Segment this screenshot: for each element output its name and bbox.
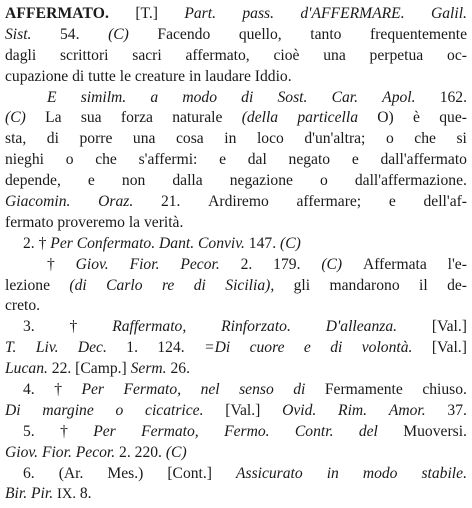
text-segment: dalla	[172, 172, 203, 190]
text-line	[5, 4, 467, 25]
text-segment: naturale	[172, 109, 223, 127]
text-segment: dagli	[5, 46, 37, 64]
text-segment: sacri	[132, 46, 162, 64]
text-segment: del	[358, 422, 378, 440]
text-line	[5, 380, 467, 401]
text-segment: perpetua	[369, 46, 424, 64]
text-segment: tanto	[310, 25, 342, 43]
text-segment: Affermata	[362, 255, 427, 273]
text-line	[5, 129, 467, 150]
text-line	[5, 213, 467, 234]
text-line	[5, 359, 467, 380]
text-segment: porre	[79, 130, 113, 148]
text-segment: modo	[362, 464, 398, 482]
text-segment: 1.	[126, 339, 138, 357]
text-segment: particella	[297, 109, 358, 127]
text-segment: Di	[5, 401, 21, 419]
text-line	[5, 484, 467, 505]
text-segment: pass.	[242, 5, 274, 22]
text-segment: Sist.	[5, 25, 32, 43]
text-segment: Serm.	[130, 360, 167, 378]
text-segment: che	[414, 130, 436, 148]
text-segment: IX.	[57, 486, 76, 503]
text-segment: [Cont.]	[167, 464, 212, 482]
text-segment: Ovid.	[282, 401, 317, 419]
text-segment: Fermamente	[324, 381, 403, 399]
text-segment: o	[65, 151, 74, 169]
text-segment: negazione	[229, 172, 293, 190]
text-segment: cuore	[249, 339, 285, 357]
text-segment: a	[150, 88, 159, 106]
text-line	[5, 338, 467, 359]
text-line	[5, 46, 467, 67]
text-line	[5, 171, 467, 192]
text-segment: AFFERMATO.	[5, 5, 109, 22]
text-segment: o	[385, 130, 394, 148]
text-segment: dall'affermazione.	[354, 172, 467, 190]
text-segment: creto.	[5, 297, 41, 315]
text-segment: Car.	[331, 88, 358, 106]
text-line	[5, 464, 467, 485]
text-segment: Facendo	[157, 25, 211, 43]
text-segment: o	[115, 401, 124, 419]
text-segment: 22. [Camp.]	[47, 360, 131, 378]
text-segment: 37.	[447, 401, 467, 419]
text-segment: Galil.	[430, 5, 467, 22]
text-segment: Muoversi.	[403, 422, 467, 440]
text-segment: in	[326, 464, 339, 482]
text-segment: Per	[93, 422, 116, 440]
text-segment: Pir.	[31, 485, 54, 503]
text-segment: cicatrice.	[145, 401, 204, 419]
text-segment: re	[161, 276, 175, 294]
text-segment: Amor.	[388, 401, 426, 419]
text-line	[5, 443, 467, 464]
text-segment: lezione	[5, 276, 51, 294]
text-segment: sta,	[5, 130, 27, 148]
text-segment: quello,	[238, 25, 282, 43]
text-segment: e	[303, 339, 311, 357]
text-segment: [Val.]	[431, 318, 467, 336]
text-segment: sua	[80, 109, 102, 127]
text-segment: forza	[120, 109, 153, 127]
text-segment: fermato proveremo la verità.	[5, 213, 184, 231]
text-segment: Rinforzato.	[221, 318, 291, 336]
text-segment: Fior.	[129, 255, 160, 273]
text-segment: cioè	[273, 46, 300, 64]
text-segment: dal	[247, 151, 267, 169]
text-segment: Bir.	[5, 485, 28, 503]
text-segment: 5.	[23, 422, 35, 440]
text-segment: (C)	[5, 109, 26, 127]
text-segment: T.	[5, 339, 17, 357]
text-segment: 124.	[157, 339, 185, 357]
text-segment: loco	[256, 130, 284, 148]
text-segment: di	[293, 381, 306, 399]
text-segment: Giov.	[75, 255, 109, 273]
text-segment: volontà.	[361, 339, 413, 357]
text-segment: 6.	[23, 464, 35, 482]
text-segment: Assicurato	[235, 464, 303, 482]
text-segment: 4.	[23, 381, 35, 399]
text-segment: Part.	[184, 5, 216, 22]
text-segment: E	[47, 88, 57, 106]
text-segment: gli	[293, 276, 311, 294]
text-segment: Fermo.	[224, 422, 270, 440]
text-line	[5, 317, 467, 338]
text-line	[5, 422, 467, 443]
text-segment: chiuso.	[422, 381, 467, 399]
text-segment: stabile.	[421, 464, 467, 482]
text-segment: di	[46, 130, 59, 148]
text-segment: (C)	[108, 25, 129, 43]
text-segment: il	[419, 276, 428, 294]
text-segment: e	[219, 151, 227, 169]
text-segment: Sicilia),	[225, 276, 275, 294]
text-segment: 21.	[160, 193, 181, 211]
text-segment: margine	[42, 401, 94, 419]
text-segment: (di	[69, 276, 87, 294]
text-segment: Apol.	[382, 88, 416, 106]
text-segment: †	[60, 422, 68, 440]
text-segment: Contr.	[294, 422, 334, 440]
text-segment: de-	[447, 276, 467, 294]
text-segment: Mes.)	[107, 464, 144, 482]
text-segment: in	[224, 130, 237, 148]
text-segment: 2.	[240, 255, 253, 273]
text-line	[5, 296, 467, 317]
text-segment: senso	[239, 381, 274, 399]
text-segment: dell'af-	[423, 193, 467, 211]
text-segment: mandarono	[329, 276, 400, 294]
text-segment: s'affermi:	[138, 151, 198, 169]
text-segment: depende,	[5, 172, 61, 190]
text-segment: Per	[81, 381, 104, 399]
text-segment: Carlo	[106, 276, 143, 294]
text-segment: 54.	[60, 25, 80, 43]
text-segment: 26.	[166, 360, 190, 378]
text-segment: 3.	[23, 318, 35, 336]
text-segment: Oraz.	[98, 193, 134, 211]
text-segment: La	[45, 109, 62, 127]
text-segment: †	[54, 381, 62, 399]
text-segment: di	[330, 339, 343, 357]
text-segment: cupazione di tutte le creature in laudare Iddio.	[5, 67, 292, 85]
text-segment: (Ar.	[58, 464, 84, 482]
text-segment: Fermato,	[123, 381, 182, 399]
text-segment: que-	[439, 109, 467, 127]
text-segment: 162.	[439, 88, 467, 106]
text-segment: Rim.	[338, 401, 368, 419]
text-segment: affermare;	[296, 193, 362, 211]
text-segment: Pecor.	[180, 255, 220, 273]
text-segment: 2. 220.	[115, 443, 166, 461]
text-segment: [Val.]	[431, 339, 467, 357]
text-segment: oc-	[447, 46, 467, 64]
text-segment: una	[132, 130, 156, 148]
text-segment: =Di	[204, 339, 231, 357]
text-segment: (della	[241, 109, 279, 127]
text-segment: d'un'altra;	[304, 130, 366, 148]
text-segment: (C)	[280, 234, 301, 252]
text-segment: (C)	[321, 255, 343, 273]
text-segment: Fermato,	[141, 422, 199, 440]
text-segment: è	[413, 109, 420, 127]
text-segment: e	[388, 193, 396, 211]
text-segment: [T.]	[135, 5, 158, 22]
text-segment: di	[193, 276, 206, 294]
text-segment: Per Confermato. Dant. Conviv.	[50, 234, 245, 252]
text-segment: †	[47, 255, 55, 273]
text-segment: 8.	[75, 485, 92, 503]
text-segment: Raffermato,	[112, 318, 187, 336]
text-segment: che	[95, 151, 117, 169]
text-segment: negato	[288, 151, 331, 169]
text-segment: scrittori	[59, 46, 109, 64]
text-segment: 179.	[273, 255, 301, 273]
text-line	[5, 88, 467, 109]
text-segment: dall'affermato	[380, 151, 467, 169]
text-line	[5, 234, 467, 255]
text-segment: modo	[182, 88, 217, 106]
text-segment: Lucan.	[5, 360, 48, 378]
text-segment: †	[69, 318, 78, 336]
text-line	[5, 25, 467, 46]
text-segment: d'AFFERMARE.	[300, 5, 405, 22]
text-segment: si	[456, 130, 467, 148]
text-segment: 147.	[244, 234, 280, 252]
text-segment: (C)	[165, 443, 187, 461]
text-segment: e	[351, 151, 359, 169]
text-segment: frequentemente	[370, 25, 467, 43]
text-segment: non	[121, 172, 146, 190]
dictionary-entry	[5, 4, 467, 505]
text-segment: o	[320, 172, 328, 190]
text-segment: nel	[200, 381, 220, 399]
text-line	[5, 401, 467, 422]
text-segment: e	[87, 172, 95, 190]
text-line	[5, 150, 467, 171]
text-segment: Giacomin.	[5, 193, 71, 211]
text-segment: cosa	[175, 130, 204, 148]
text-segment: Ardiremo	[208, 193, 269, 211]
text-line	[5, 192, 467, 213]
text-segment: nieghi	[5, 151, 44, 169]
text-segment: Liv.	[35, 339, 59, 357]
text-line	[5, 255, 467, 276]
text-segment: Dec.	[77, 339, 107, 357]
text-line	[5, 67, 467, 88]
text-segment: Giov. Fior. Pecor.	[5, 443, 116, 461]
text-segment: Sost.	[277, 88, 308, 106]
text-segment: affermato,	[185, 46, 250, 64]
text-segment: l'e-	[447, 255, 467, 273]
text-segment: una	[323, 46, 346, 64]
text-segment: [Val.]	[225, 401, 261, 419]
text-line	[5, 108, 467, 129]
text-segment: di	[241, 88, 254, 106]
text-segment: similm.	[80, 88, 127, 106]
text-segment: D'alleanza.	[325, 318, 398, 336]
text-segment: O)	[377, 109, 394, 127]
text-segment: 2. †	[23, 234, 51, 252]
text-line	[5, 276, 467, 297]
